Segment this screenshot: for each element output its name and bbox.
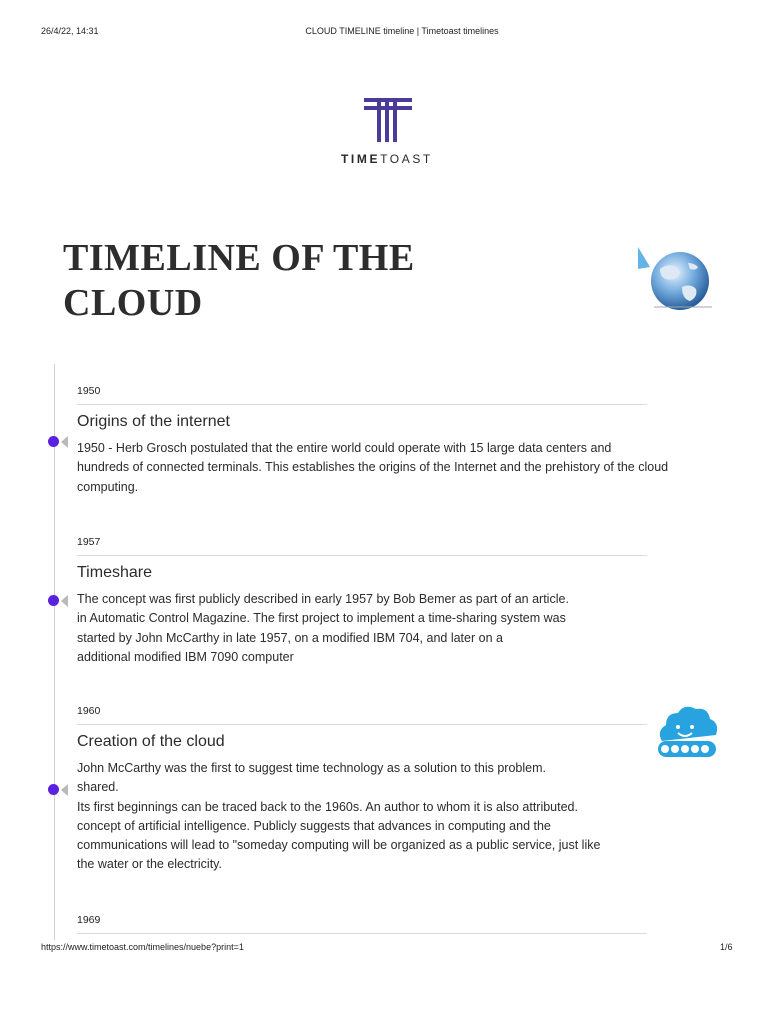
description-line: 1950 - Herb Grosch postulated that the entire world could operate with 15 large data centers and [77,441,612,455]
description-line: concept of artificial intelligence. Publicly suggests that advances in computing and the [77,818,551,833]
event-divider [77,724,647,725]
timetoast-logo[interactable] [340,96,440,166]
description-line: the water or the electricity. [77,857,222,872]
description-line: additional modified IBM 7090 computer [77,649,294,664]
description-line: Its first beginnings can be traced back to the 1960s. An author to whom it is also attributed. [77,799,578,814]
event-title[interactable]: Origins of the internet [77,413,230,430]
event-title[interactable]: Timeshare [77,564,152,581]
timeline-event [77,385,707,497]
event-divider [77,404,647,405]
timeline-event [77,536,707,667]
description-line: in Automatic Control Magazine. The first project to implement a time-sharing system was [77,611,566,626]
description-line: The concept was first publicly described in early 1957 by Bob Bemer as part of an article. [77,592,569,606]
event-divider [77,933,647,934]
timeline-pointer-icon [61,784,68,796]
event-divider [77,555,647,556]
timeline-pointer-icon [61,436,68,448]
description-line: communications will lead to "someday computing will be organized as a public service, just like [77,838,601,853]
timeline-marker-dot[interactable] [48,595,59,606]
description-line: shared. [77,780,119,795]
timeline-event [77,914,707,934]
timetoast-t-logo-icon [340,96,440,146]
title-line-2: CLOUD [63,282,203,324]
event-year: 1969 [77,914,101,926]
event-description [77,590,707,667]
globe-icon [638,243,716,313]
cloud-mascot-icon [656,703,718,763]
timeline-pointer-icon [61,595,68,607]
timeline-event [77,705,707,875]
print-url[interactable]: https://www.timetoast.com/timelines/nuebe?print=1 [41,942,244,952]
timeline-marker-dot[interactable] [48,436,59,447]
event-year: 1960 [77,705,101,717]
event-description [77,439,707,497]
description-line: started by John McCarthy in late 1957, on a modified IBM 704, and later on a [77,630,503,645]
description-line: hundreds of connected terminals. This establishes the origins of the Internet and the prehistory of the cloud [77,460,669,475]
page-title [63,236,483,326]
description-line: John McCarthy was the first to suggest time technology as a solution to this problem. [77,761,546,775]
print-datetime: 26/4/22, 14:31 [41,26,99,36]
description-line: computing. [77,479,139,494]
timeline-marker-dot[interactable] [48,784,59,795]
logo-wordmark: TIMETOAST [341,152,433,166]
event-description [77,759,707,875]
timeline-rail [54,364,55,940]
print-page-title: CLOUD TIMELINE timeline | Timetoast timelines [305,26,499,36]
event-title[interactable]: Creation of the cloud [77,733,225,750]
title-line-1: TIMELINE OF THE [63,237,415,279]
event-year: 1957 [77,536,101,548]
event-year: 1950 [77,385,101,397]
print-page-number: 1/6 [720,942,733,952]
